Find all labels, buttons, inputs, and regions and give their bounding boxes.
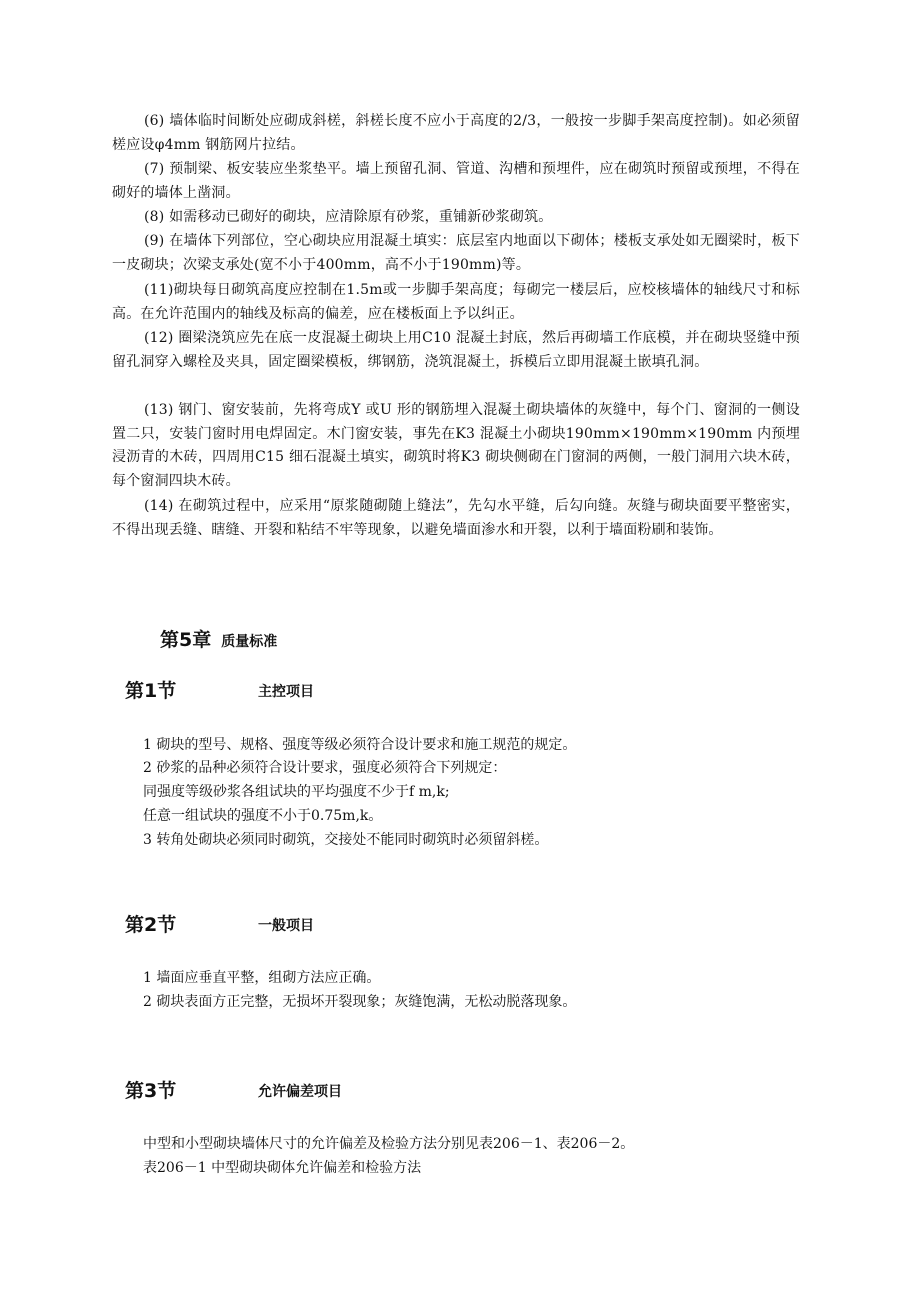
chapter-heading [160, 625, 277, 652]
chapter-number: 第5章 [160, 629, 212, 651]
section-1-title: 主控项目 [258, 684, 314, 700]
section-2-line: 2 砌块表面方正完整，无损坏开裂现象；灰缝饱满，无松动脱落现象。 [143, 994, 577, 1010]
paragraph-item-14: (14) 在砌筑过程中，应采用“原浆随砌随上缝法”，先勾水平缝，后勾向缝。灰缝与砌块面要平整密实，不得出现丢缝、瞎缝、开裂和粘结不牢等现象，以避免墙面渗水和开裂，以利于墙面粉刷和装饰。 [112, 498, 800, 538]
section-1-line: 任意一组试块的强度不小于0.75m,k。 [143, 808, 383, 824]
section-3-number: 第3节 [125, 1080, 177, 1102]
section-1-line: 1 砌块的型号、规格、强度等级必须符合设计要求和施工规范的规定。 [143, 737, 577, 753]
paragraph-item-12: (12) 圈梁浇筑应先在底一皮混凝土砌块上用C10 混凝土封底，然后再砌墙工作底模，并在砌块竖缝中预留孔洞穿入螺栓及夹具，固定圈梁模板，绑钢筋，浇筑混凝土，拆模后立即用混凝土嵌填孔洞。 [112, 330, 800, 370]
section-2-line: 1 墙面应垂直平整，组砌方法应正确。 [143, 970, 381, 986]
chapter-title: 质量标准 [221, 634, 278, 650]
section-3-title: 允许偏差项目 [258, 1084, 342, 1100]
paragraph-item-9: (9) 在墙体下列部位，空心砌块应用混凝土填实：底层室内地面以下砌体；楼板支承处如无圈梁时，板下一皮砌块；次梁支承处(宽不小于400mm，高不小于190mm)等。 [112, 233, 800, 273]
paragraph-item-13: (13) 钢门、窗安装前，先将弯成Y 或U 形的钢筋埋入混凝土砌块墙体的灰缝中，每个门、窗洞的一侧设置二只，安装门窗时用电焊固定。木门窗安装，事先在K3 混凝土小砌块190mm×190mm×190mm 内预埋浸沥青的木砖，四周用C15 细石混凝土填实，砌筑时将K3 砌块侧砌在门窗洞的两侧，一般门洞用六块木砖，每个窗洞四块木砖。 [112, 402, 800, 489]
paragraph-item-6: (6) 墙体临时间断处应砌成斜槎，斜槎长度不应小于高度的2/3，一般按一步脚手架高度控制)。如必须留槎应设φ4mm 钢筋网片拉结。 [112, 113, 800, 153]
section-2-title: 一般项目 [258, 918, 314, 934]
section-1-line: 同强度等级砂浆各组试块的平均强度不少于f m,k; [143, 784, 450, 800]
section-3-line: 中型和小型砌块墙体尺寸的允许偏差及检验方法分别见表206－1、表206－2。 [143, 1136, 635, 1152]
section-1-line: 3 转角处砌块必须同时砌筑，交接处不能同时砌筑时必须留斜槎。 [143, 832, 549, 848]
section-2-number: 第2节 [125, 914, 177, 936]
table-caption: 表206－1 中型砌块砌体允许偏差和检验方法 [143, 1160, 422, 1176]
paragraph-item-8: (8) 如需移动已砌好的砌块，应清除原有砂浆，重铺新砂浆砌筑。 [144, 209, 553, 225]
paragraph-item-11: (11)砌块每日砌筑高度应控制在1.5m或一步脚手架高度；每砌完一楼层后，应校核墙体的轴线尺寸和标高。在允许范围内的轴线及标高的偏差，应在楼板面上予以纠正。 [112, 282, 800, 322]
section-1-line: 2 砂浆的品种必须符合设计要求，强度必须符合下列规定： [143, 760, 507, 776]
paragraph-item-7: (7) 预制梁、板安装应坐浆垫平。墙上预留孔洞、管道、沟槽和预埋件，应在砌筑时预留或预埋，不得在砌好的墙体上凿洞。 [112, 161, 800, 201]
section-1-number: 第1节 [125, 680, 177, 702]
